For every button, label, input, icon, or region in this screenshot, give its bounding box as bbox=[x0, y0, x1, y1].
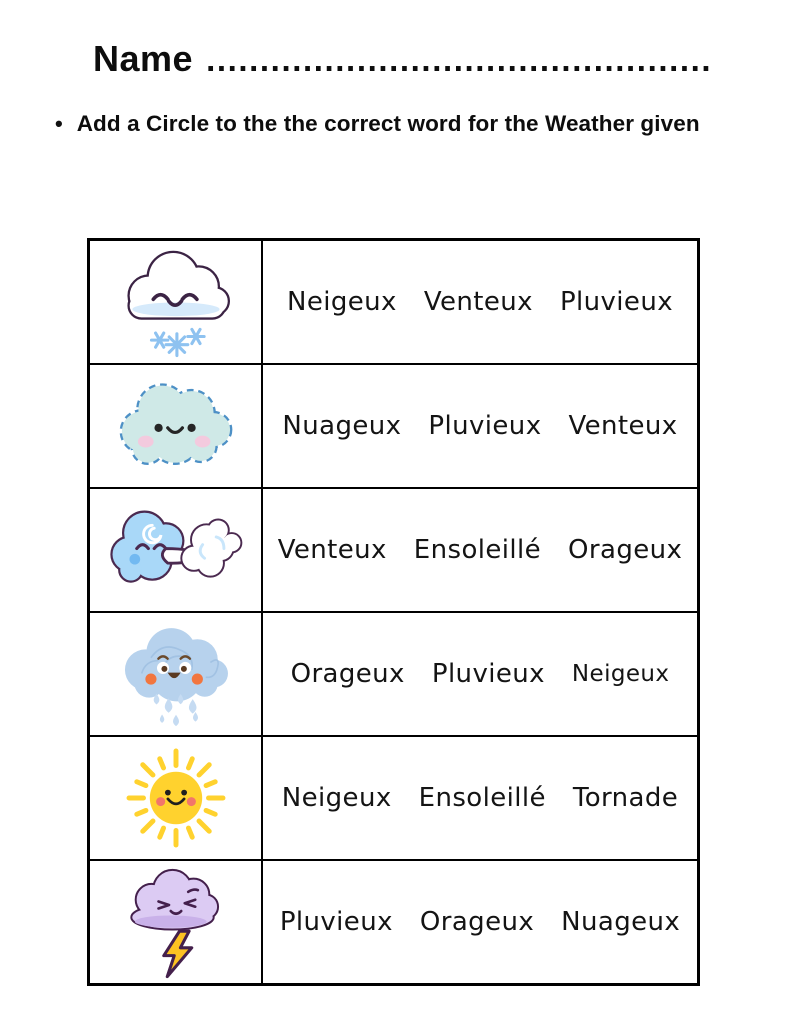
answer-word[interactable]: Tornade bbox=[572, 783, 679, 813]
answer-word[interactable]: Neigeux bbox=[286, 287, 397, 317]
instruction-line bbox=[55, 110, 700, 138]
rainy-cloud-icon bbox=[101, 616, 251, 732]
icon-cell bbox=[89, 612, 263, 736]
name-fill-in-dots: ............................................... bbox=[206, 41, 713, 78]
answer-word[interactable]: Venteux bbox=[277, 535, 387, 565]
storm-cloud-icon bbox=[106, 863, 246, 981]
words-cell bbox=[262, 364, 699, 488]
words-cell bbox=[262, 612, 699, 736]
sun-icon bbox=[106, 742, 246, 854]
answer-word[interactable]: Venteux bbox=[423, 287, 533, 317]
icon-cell bbox=[89, 736, 263, 860]
words-cell bbox=[262, 240, 699, 365]
answer-word[interactable]: Pluvieux bbox=[428, 411, 542, 441]
name-header bbox=[93, 38, 712, 80]
table-row bbox=[89, 364, 699, 488]
words-cell bbox=[262, 488, 699, 612]
words-cell bbox=[262, 736, 699, 860]
answer-word[interactable]: Ensoleillé bbox=[413, 535, 542, 565]
words-cell bbox=[262, 860, 699, 985]
windy-cloud-icon bbox=[98, 494, 253, 606]
answer-word[interactable]: Orageux bbox=[568, 535, 683, 565]
bullet-icon: • bbox=[55, 111, 63, 136]
answer-word[interactable]: Pluvieux bbox=[279, 907, 393, 937]
icon-cell bbox=[89, 860, 263, 985]
table-row bbox=[89, 240, 699, 365]
answer-word[interactable]: Venteux bbox=[568, 411, 678, 441]
answer-word[interactable]: Neigeux bbox=[281, 783, 392, 813]
answer-word[interactable]: Orageux bbox=[290, 659, 405, 689]
snowy-cloud-icon bbox=[101, 243, 251, 361]
instruction-text: Add a Circle to the the correct word for the Weather given bbox=[76, 111, 700, 136]
table-row bbox=[89, 612, 699, 736]
table-row bbox=[89, 860, 699, 985]
weather-worksheet-table bbox=[87, 238, 700, 986]
answer-word[interactable]: Pluvieux bbox=[559, 287, 673, 317]
answer-word[interactable]: Neigeux bbox=[571, 661, 670, 687]
answer-word[interactable]: Nuageux bbox=[282, 411, 402, 441]
table-row bbox=[89, 488, 699, 612]
icon-cell bbox=[89, 240, 263, 365]
name-label: Name bbox=[93, 38, 194, 79]
answer-word[interactable]: Pluvieux bbox=[431, 659, 545, 689]
cloudy-cloud-icon bbox=[101, 371, 251, 481]
icon-cell bbox=[89, 488, 263, 612]
answer-word[interactable]: Orageux bbox=[419, 907, 535, 937]
answer-word[interactable]: Ensoleillé bbox=[418, 783, 546, 813]
icon-cell bbox=[89, 364, 263, 488]
table-row bbox=[89, 736, 699, 860]
answer-word[interactable]: Nuageux bbox=[561, 907, 681, 937]
